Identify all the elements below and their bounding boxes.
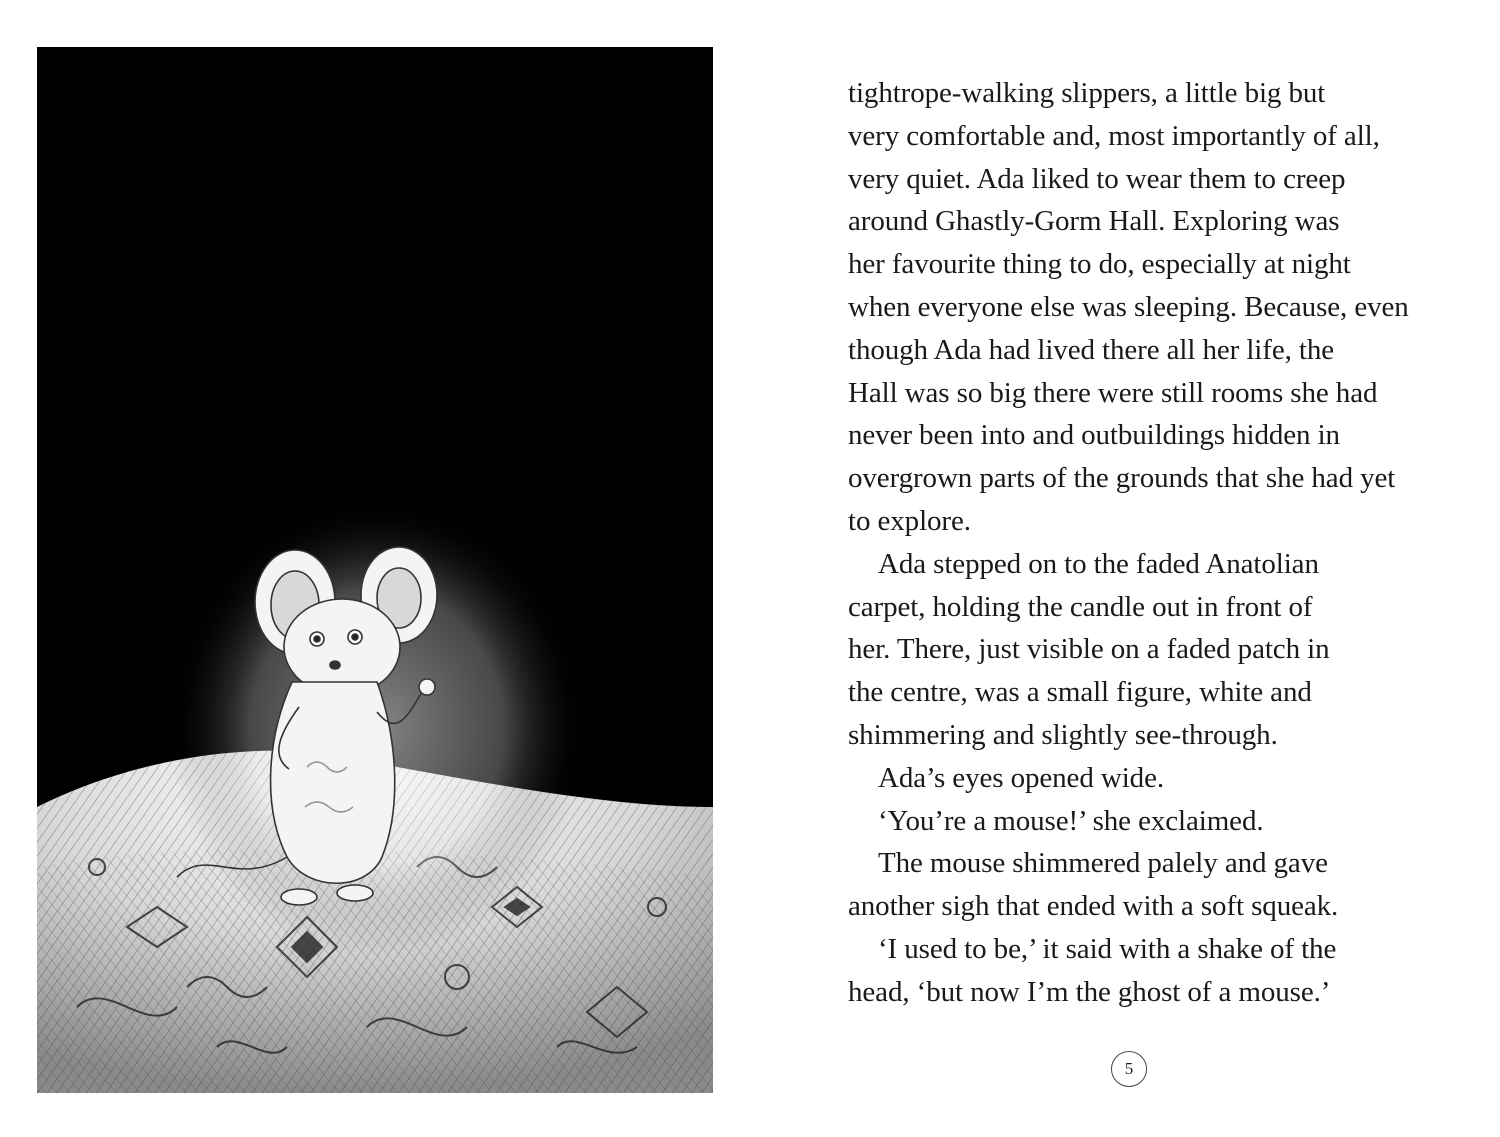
illustration-artwork bbox=[37, 47, 713, 1093]
text-line: ‘You’re a mouse!’ she exclaimed. bbox=[878, 804, 1264, 837]
text-line: shimmering and slightly see-through. bbox=[848, 718, 1278, 751]
text-line: Ada’s eyes opened wide. bbox=[878, 761, 1165, 794]
text-line: never been into and outbuildings hidden in bbox=[848, 419, 1340, 452]
text-line: very comfortable and, most importantly of all, bbox=[848, 119, 1380, 152]
text-line: the centre, was a small figure, white and bbox=[848, 676, 1312, 709]
text-line: overgrown parts of the grounds that she had yet bbox=[848, 462, 1396, 495]
text-page bbox=[848, 72, 1448, 1014]
text-line: another sigh that ended with a soft squeak. bbox=[848, 890, 1339, 923]
text-line: tightrope-walking slippers, a little big but bbox=[848, 77, 1326, 109]
text-line: carpet, holding the candle out in front of bbox=[848, 590, 1313, 623]
text-line: her. There, just visible on a faded patch in bbox=[848, 633, 1330, 666]
text-line: ‘I used to be,’ it said with a shake of the bbox=[878, 932, 1337, 965]
page-number: 5 bbox=[1111, 1051, 1147, 1087]
text-line: to explore. bbox=[848, 504, 971, 537]
text-line: around Ghastly-Gorm Hall. Exploring was bbox=[848, 205, 1340, 238]
text-line: her favourite thing to do, especially at night bbox=[848, 248, 1351, 281]
text-line: very quiet. Ada liked to wear them to creep bbox=[848, 162, 1346, 195]
text-line: head, ‘but now I’m the ghost of a mouse.’ bbox=[848, 975, 1331, 1008]
text-line: though Ada had lived there all her life, the bbox=[848, 333, 1335, 366]
ghost-mouse-illustration bbox=[37, 47, 713, 1093]
text-line: Hall was so big there were still rooms she had bbox=[848, 376, 1378, 409]
text-line: The mouse shimmered palely and gave bbox=[878, 847, 1328, 880]
text-line: when everyone else was sleeping. Because, even bbox=[848, 290, 1409, 323]
text-line: Ada stepped on to the faded Anatolian bbox=[878, 547, 1319, 580]
